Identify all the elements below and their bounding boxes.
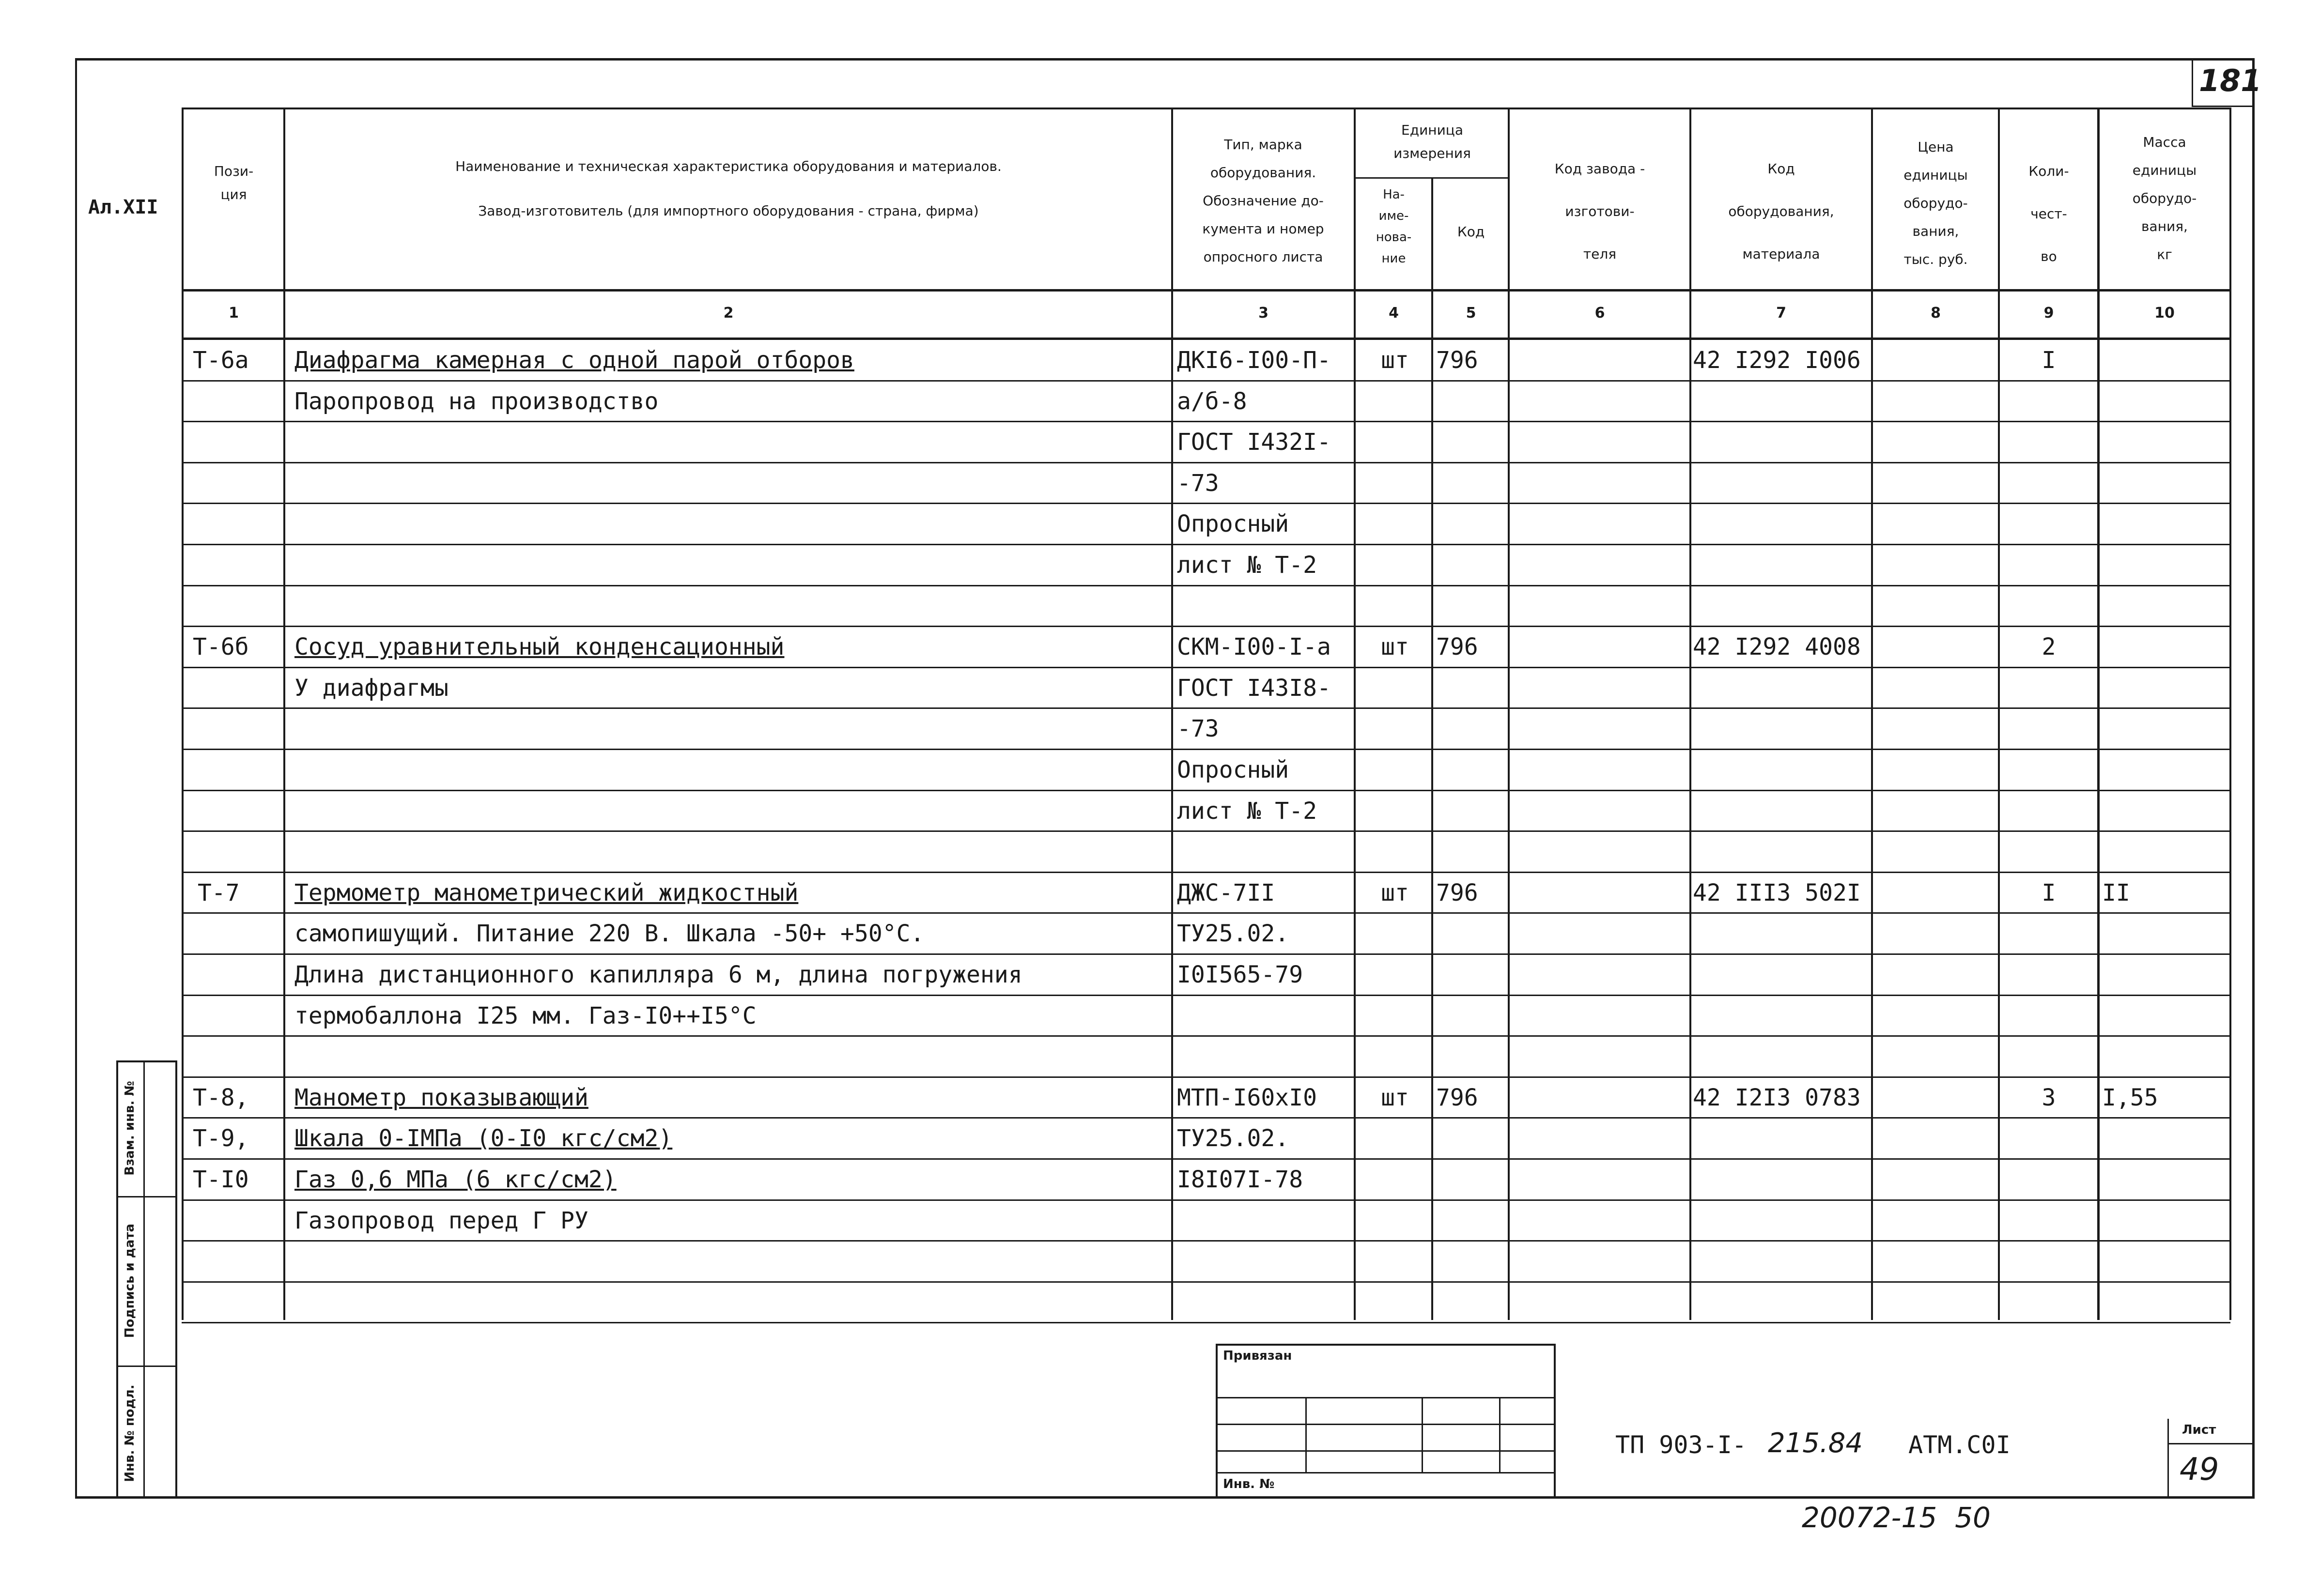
cell-equipment-code: [1693, 586, 1871, 627]
stamp-privyazan: Привязан: [1223, 1349, 1292, 1363]
cell-quantity: [2000, 708, 2097, 749]
stamp-doc-hand: 215.84: [1768, 1427, 1863, 1459]
cell-equipment-code: [1693, 381, 1871, 422]
cell-name: [294, 708, 1166, 749]
col-number-6: 6: [1594, 305, 1605, 322]
cell-unit: [1359, 1241, 1431, 1282]
cell-position: [193, 913, 282, 954]
cell-name: термобаллона I25 мм. Газ-I0++I5°С: [294, 1002, 757, 1029]
cell-type: ДКI6-I00-П-: [1177, 347, 1331, 374]
cell-position: [193, 1282, 282, 1323]
cell-type: ГОСТ I43I8-: [1177, 675, 1331, 702]
cell-unit-code: [1436, 586, 1509, 627]
cell-quantity: [2000, 545, 2097, 585]
cell-equipment-code: [1693, 1282, 1871, 1323]
cell-type: Опросный: [1177, 756, 1289, 783]
left-stamp-div1: [116, 1196, 177, 1197]
cell-mass: [2102, 627, 2229, 667]
bottom-handwritten-number: 20072-15 50: [1802, 1501, 1991, 1534]
col-line-1: [283, 107, 285, 1320]
cell-name: [294, 1241, 1166, 1282]
cell-mass: [2102, 954, 2229, 995]
cell-position: [193, 750, 282, 790]
header-type: Тип, марка оборудования. Обозначение до- кумента и номер опросного листа: [1202, 137, 1324, 265]
cell-type: -73: [1177, 715, 1219, 742]
stamp-box-left: [1216, 1344, 1218, 1498]
cell-unit-code: [1436, 954, 1509, 995]
cell-equipment-code: [1693, 463, 1871, 504]
cell-mass: [2102, 831, 2229, 872]
cell-mass: [2102, 381, 2229, 422]
cell-name: [294, 750, 1166, 790]
cell-type: I0I565-79: [1177, 961, 1303, 988]
cell-unit-code: [1436, 708, 1509, 749]
header-factory-code: Код завода - изготови- теля: [1554, 161, 1645, 262]
col-number-9: 9: [2043, 305, 2054, 322]
cell-position: [193, 954, 282, 995]
cell-unit-code: 796: [1436, 1084, 1478, 1111]
cell-position: [193, 668, 282, 708]
cell-type: [1177, 1282, 1354, 1323]
cell-position: [193, 1036, 282, 1077]
cell-name: Манометр показывающий: [294, 1084, 588, 1111]
cell-name: [294, 1036, 1166, 1077]
cell-equipment-code: 42 I2I3 0783: [1693, 1084, 1861, 1111]
cell-unit: [1359, 1159, 1431, 1200]
cell-unit: [1359, 1200, 1431, 1241]
cell-unit-code: [1436, 668, 1509, 708]
cell-unit: [1359, 831, 1431, 872]
cell-name: Диафрагма камерная с одной парой отборов: [294, 347, 854, 374]
cell-name: Газ 0,6 МПа (6 кгс/см2): [294, 1166, 617, 1193]
cell-mass: [2102, 1200, 2229, 1241]
col-line-4: [1431, 177, 1433, 1320]
list-box-left: [2167, 1419, 2169, 1497]
cell-unit: шт: [1381, 347, 1409, 374]
cell-type: [1177, 1036, 1354, 1077]
cell-type: СКМ-I00-I-а: [1177, 633, 1331, 660]
cell-quantity: [2000, 1241, 2097, 1282]
left-stamp-div2: [116, 1366, 177, 1367]
frame-left: [75, 58, 77, 1499]
cell-quantity: [2000, 1118, 2097, 1159]
cell-quantity: [2000, 422, 2097, 462]
header-unit-code: Код: [1457, 224, 1485, 240]
cell-equipment-code: [1693, 750, 1871, 790]
cell-equipment-code: [1693, 1200, 1871, 1241]
cell-unit-code: [1436, 1241, 1509, 1282]
cell-type: ТУ25.02.: [1177, 1125, 1289, 1152]
stamp-box-top: [1216, 1344, 1555, 1346]
cell-name: самопишущий. Питание 220 В. Шкала -50+ +50°С.: [294, 920, 925, 947]
cell-name: [294, 422, 1166, 462]
cell-type: лист № Т-2: [1177, 552, 1317, 579]
cell-type: I8I07I-78: [1177, 1166, 1303, 1193]
cell-quantity: [2000, 913, 2097, 954]
stamp-box-right: [1554, 1344, 1556, 1498]
cell-equipment-code: 42 I292 I006: [1693, 347, 1861, 374]
cell-unit: [1359, 545, 1431, 585]
cell-unit: [1359, 586, 1431, 627]
cell-name: [294, 831, 1166, 872]
cell-type: ДЖС-7II: [1177, 879, 1275, 906]
cell-quantity: [2000, 1159, 2097, 1200]
cell-mass: [2102, 586, 2229, 627]
cell-quantity: [2000, 381, 2097, 422]
stamp-vcol-3: [1499, 1397, 1501, 1472]
col-number-8: 8: [1931, 305, 1941, 322]
cell-mass: [2102, 1159, 2229, 1200]
frame-bottom: [75, 1496, 2255, 1499]
cell-position: [193, 1200, 282, 1241]
cell-position: [193, 381, 282, 422]
cell-equipment-code: [1693, 831, 1871, 872]
cell-name: Длина дистанционного капилляра 6 м, длина погружения: [294, 961, 1022, 988]
cell-unit: [1359, 504, 1431, 544]
cell-unit-code: [1436, 1282, 1509, 1323]
cell-quantity: [2000, 586, 2097, 627]
cell-name: [294, 791, 1166, 831]
col-line-10: [2229, 107, 2231, 1320]
cell-equipment-code: [1693, 708, 1871, 749]
col-number-1: 1: [229, 305, 239, 322]
cell-equipment-code: [1693, 1159, 1871, 1200]
cell-quantity: [2000, 1200, 2097, 1241]
cell-position: Т-6а: [193, 347, 249, 374]
cell-position: Т-8,: [193, 1084, 249, 1111]
col-number-2: 2: [723, 305, 734, 322]
list-box-mid: [2167, 1443, 2254, 1444]
cell-name: Шкала 0-IМПа (0-I0 кгс/см2): [294, 1125, 673, 1152]
cell-equipment-code: [1693, 791, 1871, 831]
cell-unit: шт: [1381, 633, 1409, 660]
cell-mass: [2102, 668, 2229, 708]
cell-equipment-code: [1693, 668, 1871, 708]
cell-mass: [2102, 504, 2229, 544]
cell-name: Сосуд уравнительный конденсационный: [294, 633, 785, 660]
left-stamp-vzam: Взам. инв. №: [123, 1081, 137, 1176]
cell-unit: [1359, 463, 1431, 504]
cell-name: [294, 545, 1166, 585]
cell-unit-code: [1436, 1159, 1509, 1200]
stamp-doc-prefix: ТП 903-I-: [1615, 1431, 1747, 1459]
col-line-7: [1871, 107, 1873, 1320]
cell-type: [1177, 831, 1354, 872]
cell-position: [193, 422, 282, 462]
cell-position: [193, 791, 282, 831]
cell-unit-code: [1436, 463, 1509, 504]
corner-box-left: [2192, 58, 2193, 107]
cell-mass: [2102, 750, 2229, 790]
cell-unit: [1359, 1118, 1431, 1159]
cell-unit: [1359, 381, 1431, 422]
cell-mass: [2102, 791, 2229, 831]
cell-equipment-code: [1693, 913, 1871, 954]
cell-mass: [2102, 545, 2229, 585]
cell-equipment-code: [1693, 545, 1871, 585]
cell-type: [1177, 1200, 1354, 1241]
cell-equipment-code: [1693, 1118, 1871, 1159]
cell-quantity: [2000, 831, 2097, 872]
cell-unit: шт: [1381, 879, 1409, 906]
cell-name: Термометр манометрический жидкостный: [294, 879, 799, 906]
cell-name: Газопровод перед Г РУ: [294, 1207, 588, 1234]
header-price: Цена единицы оборудо- вания, тыс. руб.: [1903, 139, 1968, 267]
cell-equipment-code: [1693, 1241, 1871, 1282]
cell-quantity: [2000, 1036, 2097, 1077]
col-line-8: [1998, 107, 2000, 1320]
cell-unit: [1359, 1036, 1431, 1077]
cell-equipment-code: 42 III3 502I: [1693, 879, 1861, 906]
cell-unit-code: [1436, 422, 1509, 462]
cell-quantity: 3: [2042, 1084, 2056, 1111]
cell-mass: [2102, 463, 2229, 504]
cell-quantity: [2000, 668, 2097, 708]
cell-unit-code: [1436, 504, 1509, 544]
stamp-row-2: [1216, 1424, 1555, 1425]
cell-unit: [1359, 954, 1431, 995]
cell-type: [1177, 586, 1354, 627]
cell-unit-code: 796: [1436, 879, 1478, 906]
cell-position: Т-9,: [193, 1125, 249, 1152]
cell-position: Т-7: [198, 879, 240, 906]
header-equipment-code: Код оборудования, материала: [1728, 161, 1834, 262]
col-line-3: [1354, 107, 1356, 1320]
cell-name: [294, 586, 1166, 627]
cell-name: [294, 463, 1166, 504]
cell-unit-code: [1436, 831, 1509, 872]
left-stamp-outer-left: [116, 1060, 118, 1497]
cell-equipment-code: [1693, 1036, 1871, 1077]
cell-quantity: [2000, 750, 2097, 790]
stamp-vcol-1: [1305, 1397, 1307, 1472]
cell-equipment-code: [1693, 954, 1871, 995]
sheet-corner-number: 181: [2199, 63, 2262, 98]
cell-unit: [1359, 422, 1431, 462]
cell-unit-code: [1436, 1118, 1509, 1159]
cell-type: [1177, 996, 1354, 1036]
cell-name: [294, 504, 1166, 544]
header-mass: Масса единицы оборудо- вания, кг: [2132, 134, 2197, 262]
cell-mass: [2102, 1036, 2229, 1077]
cell-type: ГОСТ I432I-: [1177, 429, 1331, 456]
cell-mass: [2102, 1241, 2229, 1282]
cell-type: лист № Т-2: [1177, 798, 1317, 825]
cell-quantity: I: [2042, 347, 2056, 374]
cell-quantity: [2000, 791, 2097, 831]
cell-name: Паропровод на производство: [294, 388, 659, 415]
cell-unit-code: 796: [1436, 347, 1478, 374]
stamp-list-number: 49: [2180, 1452, 2219, 1488]
cell-position: Т-I0: [193, 1166, 249, 1193]
cell-equipment-code: [1693, 422, 1871, 462]
stamp-list-label: Лист: [2182, 1423, 2216, 1437]
stamp-doc-code: АТМ.С0I: [1908, 1431, 2011, 1459]
frame-right: [2252, 58, 2255, 1499]
cell-unit-code: [1436, 750, 1509, 790]
side-label: Ал.XII: [88, 196, 158, 218]
cell-equipment-code: 42 I292 4008: [1693, 633, 1861, 660]
cell-unit: [1359, 750, 1431, 790]
stamp-vcol-2: [1422, 1397, 1423, 1472]
left-stamp-inner: [143, 1060, 145, 1497]
cell-quantity: [2000, 463, 2097, 504]
cell-equipment-code: [1693, 996, 1871, 1036]
col-number-10: 10: [2154, 305, 2175, 322]
cell-position: [193, 1241, 282, 1282]
cell-type: Опросный: [1177, 510, 1289, 537]
cell-type: а/б-8: [1177, 388, 1247, 415]
cell-type: МТП-I60xI0: [1177, 1084, 1317, 1111]
cell-mass: [2102, 708, 2229, 749]
cell-type: -73: [1177, 470, 1219, 497]
col-number-3: 3: [1258, 305, 1269, 322]
left-stamp-podpis: Подпись и дата: [123, 1223, 137, 1338]
cell-unit-code: 796: [1436, 633, 1478, 660]
cell-quantity: [2000, 1282, 2097, 1323]
cell-unit: [1359, 791, 1431, 831]
cell-position: [193, 586, 282, 627]
cell-unit-code: [1436, 996, 1509, 1036]
cell-position: [193, 463, 282, 504]
table-top-line: [182, 107, 2230, 109]
cell-unit: [1359, 668, 1431, 708]
header-name-line1: Наименование и техническая характеристика оборудования и материалов.: [455, 158, 1002, 174]
cell-position: [193, 545, 282, 585]
frame-top: [75, 58, 2255, 61]
cell-mass: I,55: [2102, 1084, 2158, 1111]
cell-name: У диафрагмы: [294, 675, 449, 702]
col-number-4: 4: [1389, 305, 1399, 322]
cell-unit-code: [1436, 545, 1509, 585]
cell-name: [294, 1282, 1166, 1323]
cell-position: [193, 504, 282, 544]
stamp-row-4: [1216, 1472, 1555, 1473]
cell-mass: [2102, 996, 2229, 1036]
cell-unit-code: [1436, 381, 1509, 422]
cell-type: [1177, 1241, 1354, 1282]
cell-unit: [1359, 708, 1431, 749]
col-line-left-of-stamp: [175, 1060, 177, 1497]
cell-type: ТУ25.02.: [1177, 920, 1289, 947]
cell-mass: [2102, 422, 2229, 462]
header-unit-group: Единица измерения: [1393, 122, 1471, 161]
header-unit-name: На- име- нова- ние: [1376, 187, 1412, 266]
cell-mass: [2102, 340, 2229, 381]
cell-position: [193, 831, 282, 872]
cell-quantity: 2: [2042, 633, 2056, 660]
cell-mass: [2102, 1282, 2229, 1323]
stamp-inv-no: Инв. №: [1223, 1477, 1275, 1491]
cell-quantity: I: [2042, 879, 2056, 906]
stamp-row-3: [1216, 1450, 1555, 1452]
cell-position: Т-6б: [193, 633, 249, 660]
cell-quantity: [2000, 954, 2097, 995]
cell-unit: [1359, 913, 1431, 954]
cell-unit: [1359, 996, 1431, 1036]
cell-quantity: [2000, 504, 2097, 544]
cell-unit-code: [1436, 913, 1509, 954]
cell-unit-code: [1436, 1036, 1509, 1077]
corner-box-bottom: [2192, 106, 2254, 107]
cell-quantity: [2000, 996, 2097, 1036]
header-position: Пози- ция: [214, 163, 254, 202]
cell-mass: [2102, 1118, 2229, 1159]
col-number-7: 7: [1776, 305, 1786, 322]
cell-position: [193, 708, 282, 749]
header-quantity: Коли- чест- во: [2028, 163, 2069, 264]
cell-mass: II: [2102, 879, 2130, 906]
stamp-row-1: [1216, 1397, 1555, 1398]
cell-equipment-code: [1693, 504, 1871, 544]
cell-unit: [1359, 1282, 1431, 1323]
header-name-line2: Завод-изготовитель (для импортного оборудования - страна, фирма): [478, 203, 979, 219]
cell-position: [193, 996, 282, 1036]
left-stamp-inv-podl: Инв. № подл.: [123, 1384, 137, 1482]
cell-mass: [2102, 913, 2229, 954]
cell-unit-code: [1436, 1200, 1509, 1241]
cell-unit-code: [1436, 791, 1509, 831]
col-number-5: 5: [1466, 305, 1476, 322]
col-line-0: [182, 107, 184, 1320]
cell-unit: шт: [1381, 1084, 1409, 1111]
